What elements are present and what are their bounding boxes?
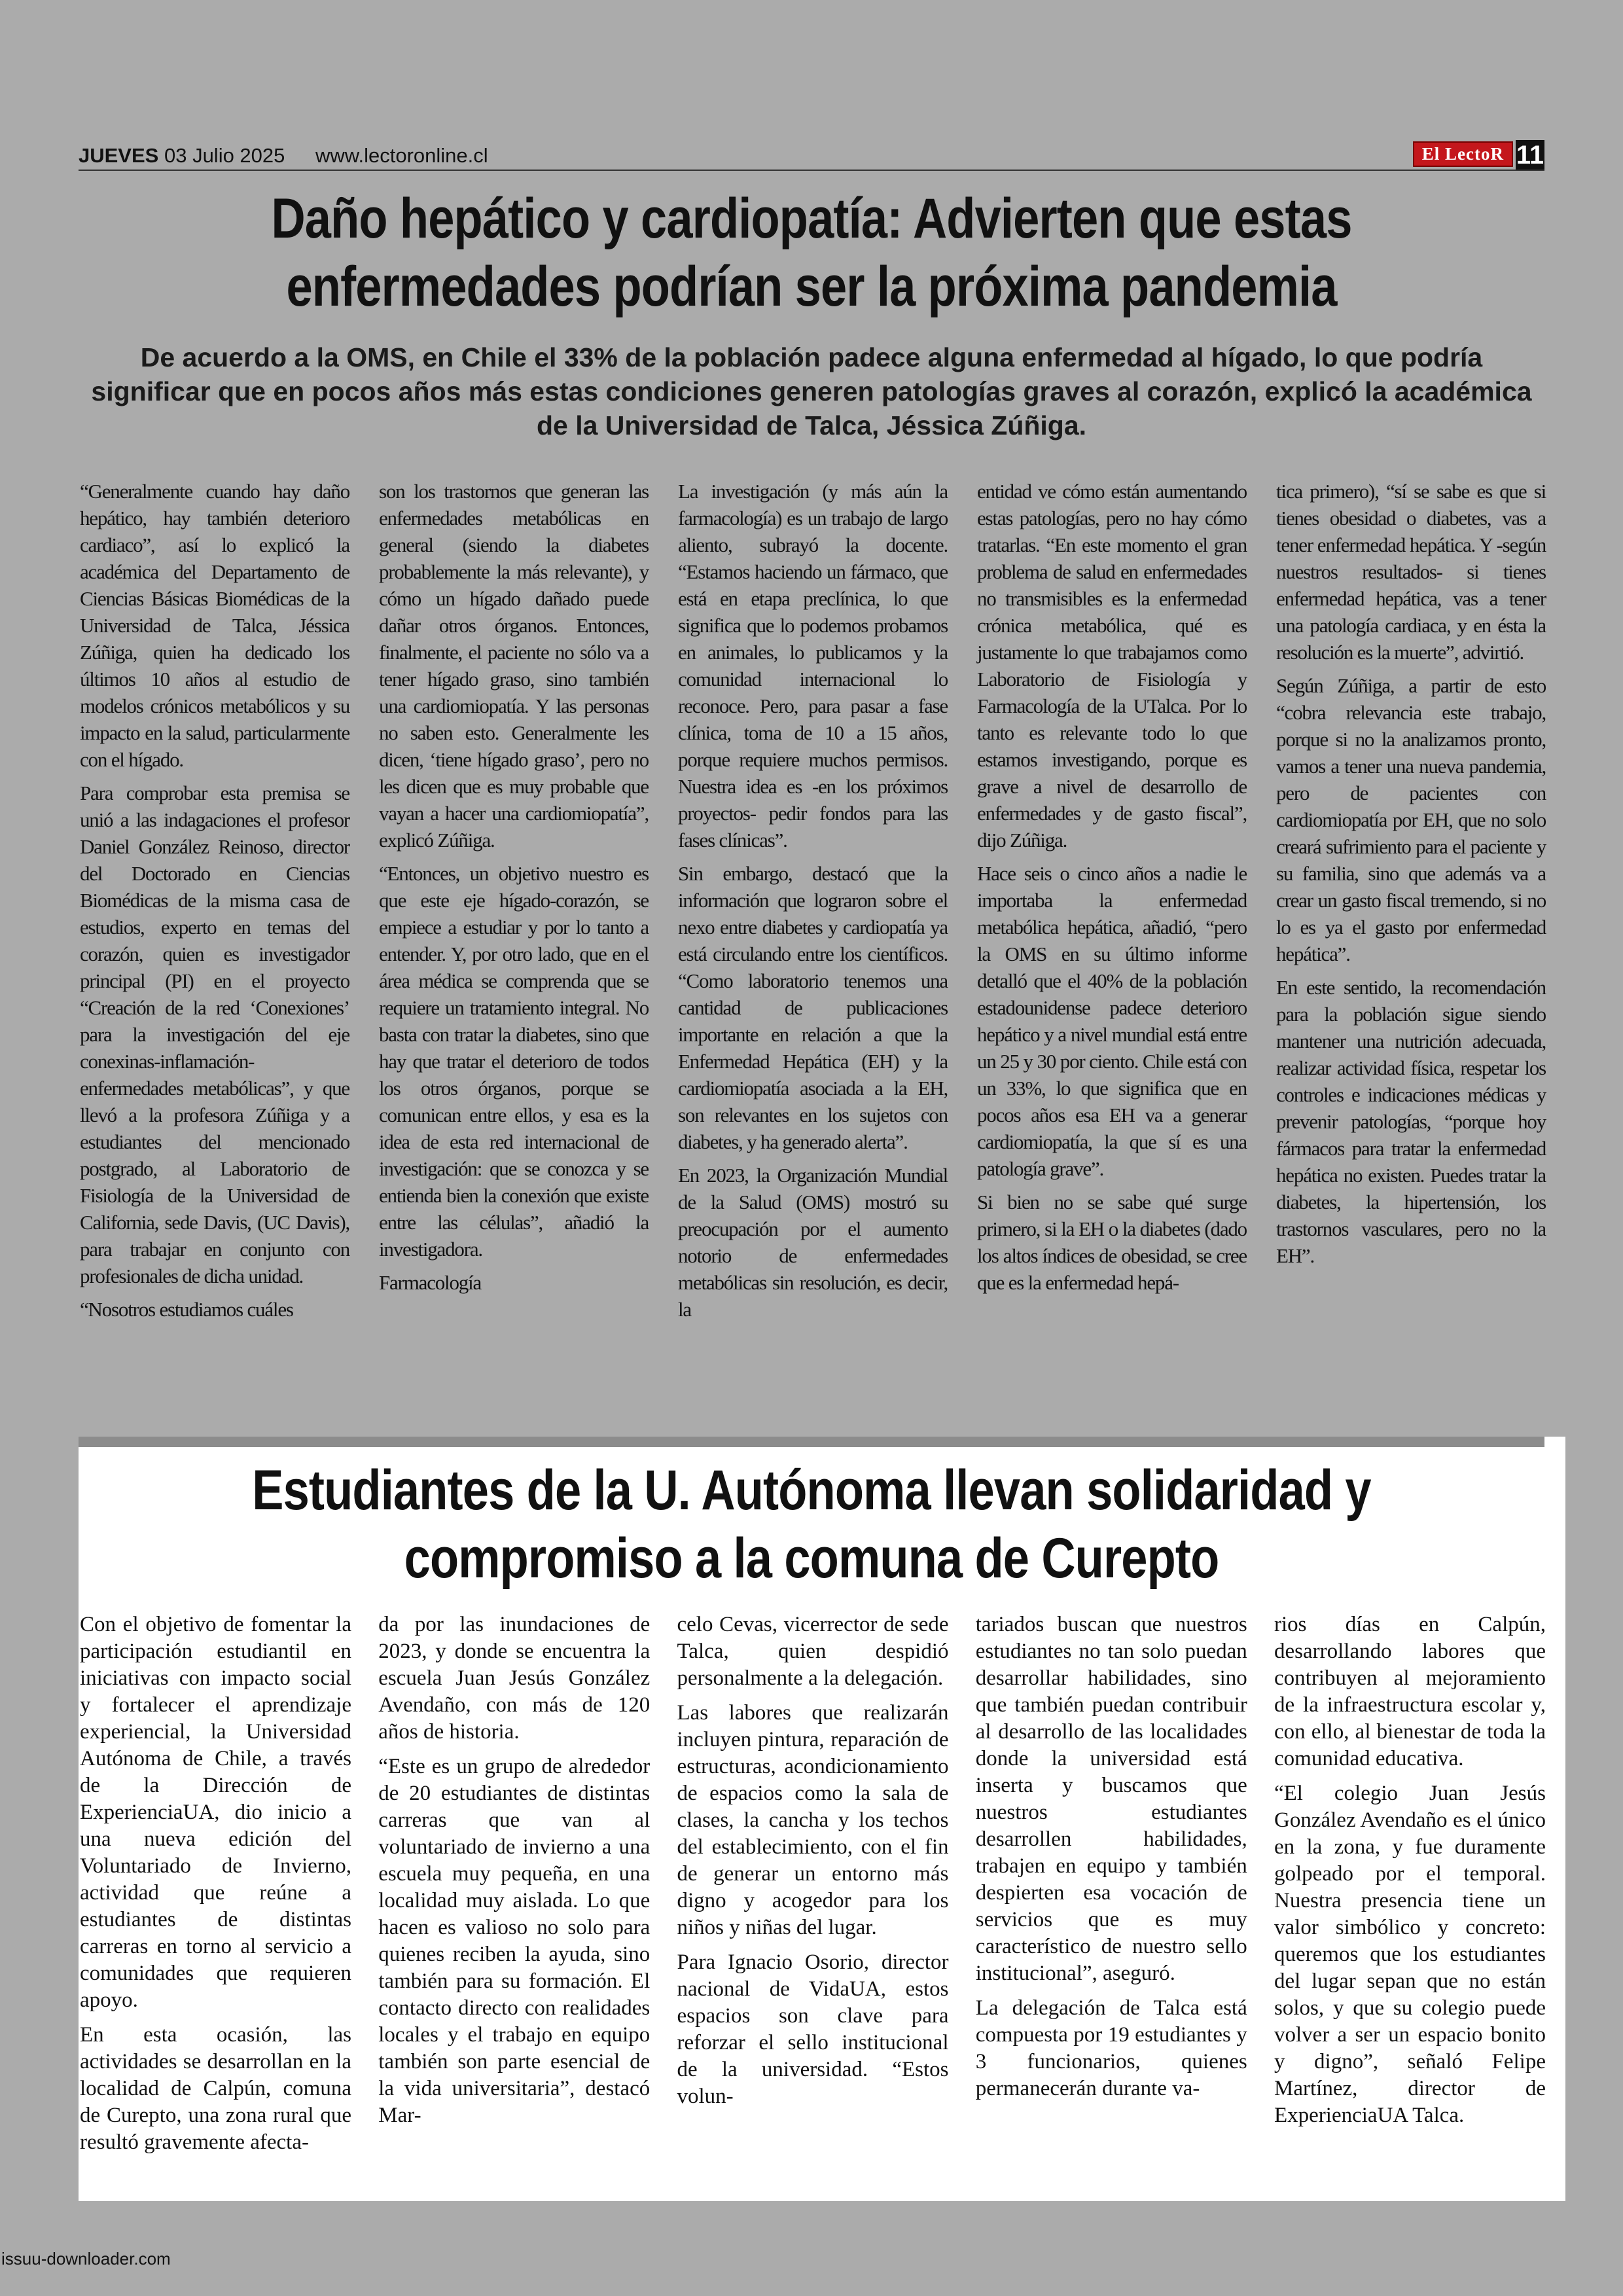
article1-column-5 [1276,478,1546,1329]
watermark-text: issuu-downloader.com [1,2249,171,2269]
page-header [79,140,1544,170]
issue-day: JUEVES [79,144,159,167]
paragraph: “Entonces, un objetivo nuestro es que este eje hígado-corazón, se empiece a estudiar y por lo tanto a entender. Y, por otro lado, que en el área médica se comprenda que se requiere un tratamiento integral. No basta con tratar la diabetes, sino que hay que tratar el deterioro de todos los otros órganos, porque se comunican entre ellos, y esa es la idea de esta red internacional de investigación: que se conozca y se entienda bien la conexión que existe entre las células”, añadió la investigadora. [379,862,649,1261]
paragraph: celo Cevas, vicerrector de sede Talca, quien despidió personalmente a la delegación. [677,1613,949,1690]
article2-headline-line2: compromiso a la comuna de Curepto [404,1527,1219,1590]
paragraph: Para Ignacio Osorio, director nacional de VidaUA, estos espacios son clave para reforzar el sello institucional de la universidad. “Estos volun- [677,1950,949,2108]
paragraph: da por las inundaciones de 2023, y donde se encuentra la escuela Juan Jesús González Avendaño, con más de 120 años de historia. [378,1613,651,1744]
article1-lede: De acuerdo a la OMS, en Chile el 33% de la población padece alguna enfermedad al hígado, lo que podría significar que en pocos años más estas condiciones generen patologías graves al corazón, explicó la académica de la Universidad de Talca, Jéssica Zúñiga. [91,342,1532,440]
article2-body [80,1611,1546,2164]
paragraph: son los trastornos que generan las enfermedades metabólicas en general (siendo la diabetes probablemente la más relevante), y cómo un hígado dañado puede dañar otros órganos. Entonces, finalmente, el paciente no sólo va a tener hígado graso, sino también una cardiomiopatía. Y las personas no saben esto. Generalmente les dicen, ‘tiene hígado graso’, pero no les dicen que es muy probable que vayan a hacer una cardiomiopatía”, explicó Zúñiga. [379,480,649,852]
newspaper-logo: El LectoR [1413,141,1513,167]
paragraph: En esta ocasión, las actividades se desarrollan en la localidad de Calpún, comuna de Curepto, una zona rural que resultó gravemente afecta- [80,2023,351,2154]
section-divider [79,1437,1544,1447]
article2-column-5 [1274,1611,1546,2164]
page-number: 11 [1516,141,1544,170]
website-link[interactable]: www.lectoronline.cl [315,144,488,167]
paragraph: tariados buscan que nuestros estudiantes no tan solo puedan desarrollar habilidades, sino que también puedan contribuir al desarrollo de las localidades donde la universidad está inserta y buscamos que nuestros estudiantes desarrollen habilidades, trabajen en equipo y también despierten esa vocación de servicios que es muy característico de nuestro sello institucional”, aseguró. [975,1613,1247,1985]
paragraph: Sin embargo, destacó que la información que lograron sobre el nexo entre diabetes y cardiopatía ya está circulando entre los científicos. “Como laboratorio tenemos una cantidad de publicaciones importante en relación a que la Enfermedad Hepática (EH) y la cardiomiopatía asociada a la EH, son relevantes en los sujetos con diabetes, y ha generado alerta”. [678,862,948,1153]
paragraph: tica primero), “sí se sabe es que si tienes obesidad o diabetes, vas a tener enfermedad hepática. Y -según nuestros resultados- si tienes enfermedad hepática, vas a tener una patología cardiaca, y en ésta la resolución es la muerte”, advirtió. [1276,480,1546,664]
subheading: Farmacología [379,1271,482,1294]
issue-date-text: 03 Julio 2025 [164,144,285,167]
paragraph: Hace seis o cinco años a nadie le importaba la enfermedad metabólica hepática, añadió, “pero la OMS en su último informe detalló que el 40% de la población estadounidense padece deterioro hepático y a nivel mundial está entre un 25 y 30 por ciento. Chile está con un 33%, lo que significa que en pocos años esa EH va a generar cardiomiopatía, la que sí es una patología grave”. [977,862,1247,1180]
header-rule [79,170,1544,171]
paragraph: Según Zúñiga, a partir de esto “cobra relevancia este trabajo, porque si no la analizamos pronto, vamos a tener una nueva pandemia, pero de pacientes con cardiomiopatía por EH, que no solo creará sufrimiento para el paciente y su familia, sino que además va a crear un gasto fiscal tremendo, si no lo es ya el gasto por enfermedad hepática”. [1276,674,1546,965]
article1-headline-line1: Daño hepático y cardiopatía: Advierten que estas [271,187,1352,250]
article1-headline [196,185,1427,321]
article2-headline [196,1456,1427,1592]
article2-column-2 [378,1611,650,2164]
paragraph: “Este es un grupo de alrededor de 20 estudiantes de distintas carreras que van al voluntariado de invierno a una escuela muy pequeña, en una localidad muy aislada. Lo que hacen es valioso no solo para quienes reciben la ayuda, sino también para su formación. El contacto directo con realidades locales y el trabajo en equipo también son parte esencial de la vida universitaria”, destacó Mar- [378,1755,651,2127]
paragraph: Si bien no se sabe qué surge primero, si la EH o la diabetes (dado los altos índices de obesidad, se cree que es la enfermedad hepá- [977,1191,1247,1294]
article1-body [80,478,1546,1329]
paragraph: rios días en Calpún, desarrollando labores que contribuyen al mejoramiento de la infraestructura escolar y, con ello, al bienestar de toda la comunidad educativa. [1274,1613,1546,1770]
article1-headline-line2: enfermedades podrían ser la próxima pandemia [286,255,1337,318]
paragraph: “Nosotros estudiamos cuáles [80,1298,293,1321]
article2-headline-line1: Estudiantes de la U. Autónoma llevan solidaridad y [252,1459,1371,1522]
article1-column-3 [678,478,948,1329]
paragraph: La delegación de Talca está compuesta por 19 estudiantes y 3 funcionarios, quienes permanecerán durante va- [975,1996,1247,2100]
article2-column-3 [677,1611,949,2164]
paragraph: Las labores que realizarán incluyen pintura, reparación de estructuras, acondicionamiento de espacios como la sala de clases, la cancha y los techos del establecimiento, con el fin de generar un entorno más digno y acogedor para los niños y niñas del lugar. [677,1701,949,1939]
paragraph: Para comprobar esta premisa se unió a las indagaciones el profesor Daniel González Reinoso, director del Doctorado en Ciencias Biomédicas de la misma casa de estudios, experto en temas del corazón, quien es investigador principal (PI) en el proyecto “Creación de la red ‘Conexiones’ para la investigación del eje conexinas-inflamación-enfermedades metabólicas”, y que llevó a la profesora Zúñiga y a estudiantes del mencionado postgrado, al Laboratorio de Fisiología de la Universidad de California, sede Davis, (UC Davis), para trabajar en conjunto con profesionales de dicha unidad. [80,781,349,1287]
paragraph: Con el objetivo de fomentar la participación estudiantil en iniciativas con impacto social y fortalecer el aprendizaje experiencial, la Universidad Autónoma de Chile, a través de la Dirección de ExperienciaUA, dio inicio a una nueva edición del Voluntariado de Invierno, actividad que reúne a estudiantes de distintas carreras en torno al servicio a comunidades que requieren apoyo. [80,1613,351,2012]
article2-column-4 [976,1611,1247,2164]
article1-column-2 [379,478,649,1329]
article2-column-1 [80,1611,351,2164]
paragraph: La investigación (y más aún la farmacología) es un trabajo de largo aliento, subrayó la docente. “Estamos haciendo un fármaco, que está en etapa preclínica, lo que significa que lo podemos probamos en animales, lo publicamos y la comunidad internacional lo reconoce. Pero, para pasar a fase clínica, toma de 10 a 15 años, porque requiere muchos permisos. Nuestra idea es -en los próximos proyectos- pedir fondos para las fases clínicas”. [678,480,948,852]
article1-column-4 [977,478,1247,1329]
paragraph: En este sentido, la recomendación para la población sigue siendo mantener una nutrición adecuada, realizar actividad física, respetar los controles e indicaciones médicas y prevenir patologías, “porque hoy fármacos para tratar la enfermedad hepática no existen. Puedes tratar la diabetes, la hipertensión, los trastornos vasculares, pero no la EH”. [1276,976,1546,1267]
issue-date [79,144,488,168]
paragraph: “El colegio Juan Jesús González Avendaño es el único en la zona, y fue duramente golpeado por el temporal. Nuestra presencia tiene un valor simbólico y concreto: queremos que los estudiantes del lugar sepan que no están solos, y que su colegio puede volver a ser un espacio bonito y digno”, señaló Felipe Martínez, director de ExperienciaUA Talca. [1274,1782,1546,2127]
article1-column-1 [80,478,349,1329]
paragraph: En 2023, la Organización Mundial de la Salud (OMS) mostró su preocupación por el aumento notorio de enfermedades metabólicas sin resolución, es decir, la [678,1164,948,1321]
paragraph: entidad ve cómo están aumentando estas patologías, pero no hay cómo tratarlas. “En este momento el gran problema de salud en enfermedades no transmisibles es la enfermedad crónica metabólica, qué es justamente lo que trabajamos como Laboratorio de Fisiología y Farmacología de la UTalca. Por lo tanto es relevante todo lo que estamos investigando, porque es grave a nivel de desarrollo de enfermedades y de gasto fiscal”, dijo Zúñiga. [977,480,1247,852]
paragraph: “Generalmente cuando hay daño hepático, hay también deterioro cardiaco”, así lo explicó la académica del Departamento de Ciencias Básicas Biomédicas de la Universidad de Talca, Jéssica Zúñiga, quien ha dedicado los últimos 10 años al estudio de modelos crónicos metabólicos y su impacto en la salud, particularmente con el hígado. [80,480,349,771]
